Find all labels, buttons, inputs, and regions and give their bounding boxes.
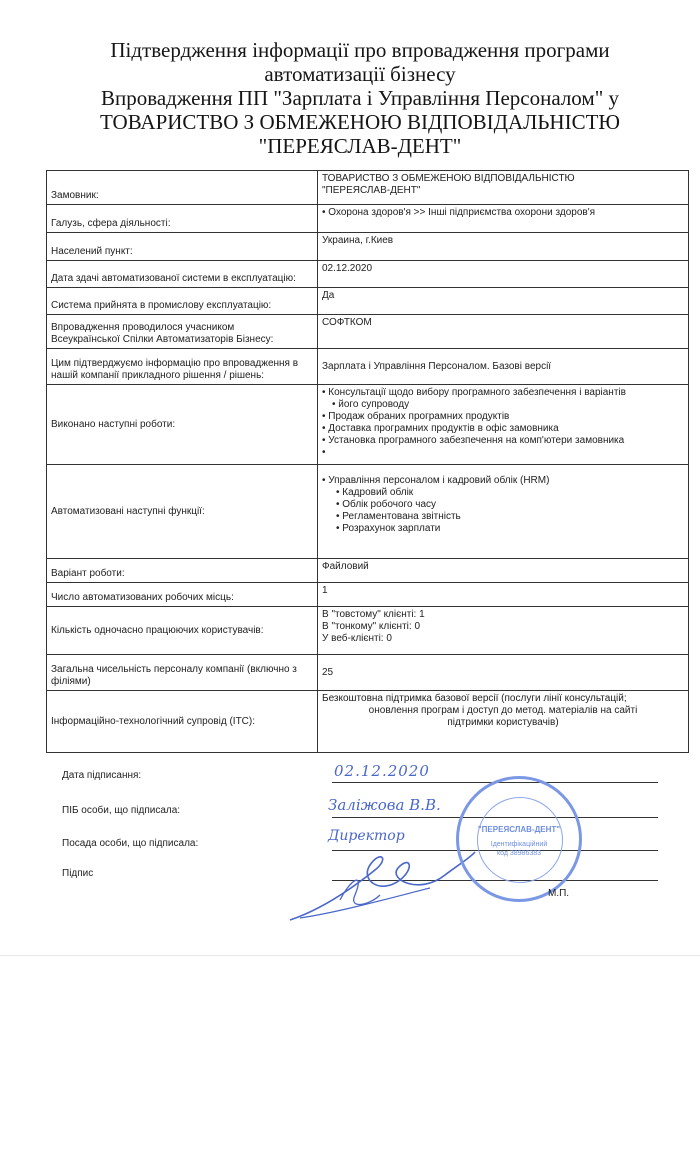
handwritten-signature — [280, 840, 480, 930]
row-value — [318, 607, 689, 655]
row-value — [318, 171, 689, 205]
value-line: Безкоштовна підтримка базової версії (послуги лінії консультацій; — [322, 693, 627, 704]
row-value — [318, 465, 689, 559]
name-label: ПІБ особи, що підписала: — [62, 805, 181, 816]
row-industry — [47, 205, 689, 233]
title-line: "ПЕРЕЯСЛАВ-ДЕНТ" — [258, 134, 462, 158]
row-label: Дата здачі автоматизованої системи в експлуатацію: — [47, 261, 318, 288]
row-works — [47, 385, 689, 465]
row-value: Да — [318, 288, 689, 315]
row-customer — [47, 171, 689, 205]
company-seal — [456, 776, 582, 902]
row-mode — [47, 559, 689, 583]
label-line: Цим підтверджуємо інформацію про впровадження в — [51, 358, 299, 369]
row-concurrent-users — [47, 607, 689, 655]
handwritten-date: 02.12.2020 — [334, 762, 430, 780]
row-label — [47, 655, 318, 691]
mp-label: М.П. — [548, 888, 570, 899]
row-value: Украина, г.Киев — [318, 233, 689, 261]
row-label: Кількість одночасно працюючих користувачів: — [47, 607, 318, 655]
row-value: Файловий — [318, 559, 689, 583]
row-value — [318, 691, 689, 753]
title-line: автоматизації бізнесу — [264, 62, 456, 86]
row-solution — [47, 349, 689, 385]
row-value: 25 — [318, 655, 689, 691]
function-subitem: • Регламентована звітність — [336, 511, 684, 523]
row-its — [47, 691, 689, 753]
work-item: • Продаж обраних програмних продуктів — [322, 411, 684, 423]
seal-code-line: код 38986383 — [496, 850, 542, 857]
work-item: • Доставка програмних продуктів в офіс замовника — [322, 423, 684, 435]
value-line: "ПЕРЕЯСЛАВ-ДЕНТ" — [322, 185, 421, 196]
row-label — [47, 349, 318, 385]
row-label: Варіант роботи: — [47, 559, 318, 583]
function-item: • Управління персоналом і кадровий облік (HRM) — [322, 475, 684, 487]
work-item-continuation: • його супроводу — [322, 399, 684, 411]
scan-page-edge — [0, 955, 700, 956]
row-commissioning-date — [47, 261, 689, 288]
title-line: Впровадження ПП "Зарплата і Управління Персоналом" у — [100, 86, 620, 110]
row-accepted — [47, 288, 689, 315]
label-line: Загальна чисельність персоналу компанії (включно з — [51, 664, 297, 675]
seal-code-line: Ідентифікаційний — [490, 841, 548, 848]
label-line: Впровадження проводилося учасником — [51, 322, 235, 333]
row-value: СОФТКОМ — [318, 315, 689, 349]
handwritten-name: Заліжова В.В. — [328, 796, 441, 814]
value-line: ТОВАРИСТВО З ОБМЕЖЕНОЮ ВІДПОВІДАЛЬНІСТЮ — [322, 173, 575, 184]
seal-inner-ring — [477, 797, 563, 883]
value-line: оновлення програм і доступ до метод. матеріалів на сайті — [368, 705, 638, 716]
value-line: У веб-клієнті: 0 — [322, 633, 392, 644]
row-label: Замовник: — [47, 171, 318, 205]
row-functions — [47, 465, 689, 559]
work-item: • Установка програмного забезпечення на комп'ютери замовника — [322, 435, 684, 447]
seal-center-text: "ПЕРЕЯСЛАВ-ДЕНТ" — [477, 825, 561, 834]
row-value — [318, 385, 689, 465]
row-locality — [47, 233, 689, 261]
row-value: 02.12.2020 — [318, 261, 689, 288]
row-label: Населений пункт: — [47, 233, 318, 261]
row-label: Система прийнята в промислову експлуатацію: — [47, 288, 318, 315]
handwritten-position: Директор — [328, 828, 405, 844]
document-title — [40, 38, 680, 158]
row-label: Галузь, сфера діяльності: — [47, 205, 318, 233]
function-subitem: • Облік робочого часу — [336, 499, 684, 511]
title-line: ТОВАРИСТВО З ОБМЕЖЕНОЮ ВІДПОВІДАЛЬНІСТЮ — [100, 110, 620, 134]
value-item: • Охорона здоров'я >> Інші підприємства охорони здоров'я — [322, 207, 684, 219]
function-subitem: • Кадровий облік — [336, 487, 684, 499]
row-label: Інформаційно-технологічний супровід (ІТС): — [47, 691, 318, 753]
label-line: філіями) — [51, 676, 91, 687]
row-value: Зарплата і Управління Персоналом. Базові версії — [318, 349, 689, 385]
row-label — [47, 315, 318, 349]
row-value — [318, 205, 689, 233]
info-table — [46, 170, 689, 753]
row-implementer — [47, 315, 689, 349]
work-item — [322, 447, 684, 459]
value-line: В "тонкому" клієнті: 0 — [322, 621, 421, 632]
value-line: В "товстому" клієнті: 1 — [322, 609, 425, 620]
position-label: Посада особи, що підписала: — [62, 838, 199, 849]
date-label: Дата підписання: — [62, 770, 142, 781]
row-label: Автоматизовані наступні функції: — [47, 465, 318, 559]
label-line: нашій компанії прикладного рішення / рішень: — [51, 370, 265, 381]
sign-label: Підпис — [62, 868, 94, 879]
title-line: Підтвердження інформації про впровадження програми — [110, 38, 610, 62]
row-workplaces — [47, 583, 689, 607]
label-line: Всеукраїнської Спілки Автоматизаторів Бізнесу: — [51, 334, 274, 345]
row-staff — [47, 655, 689, 691]
work-item: • Консультації щодо вибору програмного забезпечення і варіантів — [322, 387, 684, 399]
function-subitem: • Розрахунок зарплати — [336, 523, 684, 535]
value-line: підтримки користувачів) — [447, 717, 559, 728]
row-label: Число автоматизованих робочих місць: — [47, 583, 318, 607]
row-value: 1 — [318, 583, 689, 607]
row-label: Виконано наступні роботи: — [47, 385, 318, 465]
